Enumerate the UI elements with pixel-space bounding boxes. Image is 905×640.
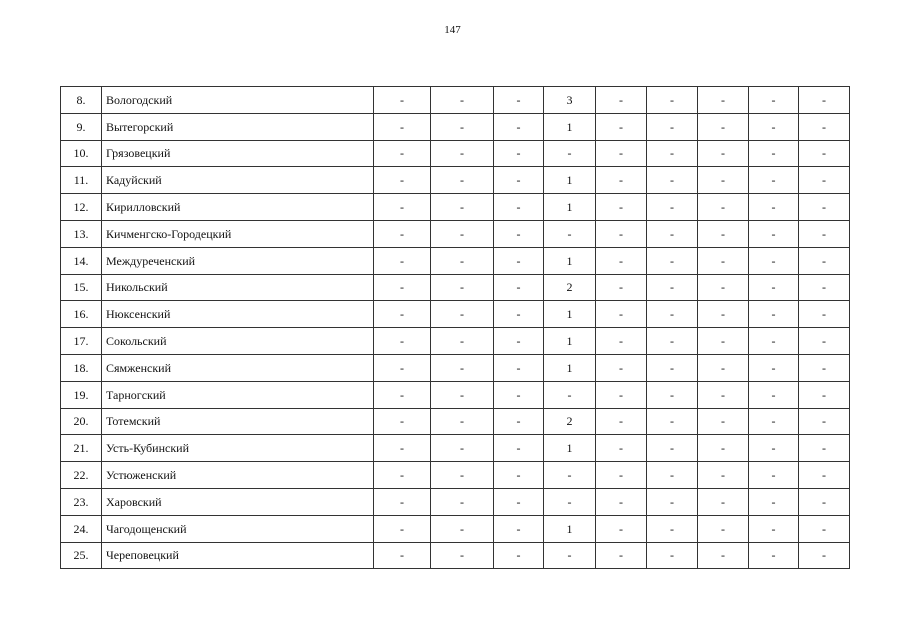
table-cell: - xyxy=(799,488,850,515)
district-name: Устюженский xyxy=(102,462,374,489)
table-cell: - xyxy=(749,87,799,114)
table-cell: - xyxy=(799,381,850,408)
table-cell: - xyxy=(374,247,431,274)
table-row xyxy=(61,435,850,462)
table-cell: - xyxy=(799,194,850,221)
table-cell: - xyxy=(698,328,749,355)
table-cell: - xyxy=(647,542,698,569)
table-cell: - xyxy=(596,220,647,247)
district-name: Сокольский xyxy=(102,328,374,355)
table-row xyxy=(61,515,850,542)
table-cell: - xyxy=(749,462,799,489)
table-cell: - xyxy=(431,408,494,435)
table-cell: 1 xyxy=(544,328,596,355)
table-cell: - xyxy=(799,113,850,140)
row-number: 13. xyxy=(61,220,102,247)
table-cell: - xyxy=(596,408,647,435)
table-cell: - xyxy=(799,354,850,381)
table-row xyxy=(61,274,850,301)
row-number: 14. xyxy=(61,247,102,274)
table-cell: - xyxy=(494,301,544,328)
table-cell: - xyxy=(374,113,431,140)
table-cell: 3 xyxy=(544,87,596,114)
district-name: Тарногский xyxy=(102,381,374,408)
table-row xyxy=(61,354,850,381)
table-cell: - xyxy=(749,274,799,301)
row-number: 11. xyxy=(61,167,102,194)
table-cell: 1 xyxy=(544,301,596,328)
district-name: Нюксенский xyxy=(102,301,374,328)
table-cell: - xyxy=(799,462,850,489)
table-cell: - xyxy=(596,113,647,140)
table-cell: - xyxy=(647,354,698,381)
table-cell: - xyxy=(749,247,799,274)
table-cell: - xyxy=(494,515,544,542)
table-cell: - xyxy=(431,435,494,462)
table-cell: - xyxy=(647,113,698,140)
table-cell: - xyxy=(647,247,698,274)
table-cell: - xyxy=(596,167,647,194)
table-cell: - xyxy=(494,220,544,247)
table-cell: - xyxy=(698,274,749,301)
table-cell: - xyxy=(544,462,596,489)
table-cell: - xyxy=(749,167,799,194)
table-cell: - xyxy=(698,167,749,194)
table-cell: 1 xyxy=(544,113,596,140)
row-number: 20. xyxy=(61,408,102,435)
table-cell: - xyxy=(494,328,544,355)
table-cell: - xyxy=(698,488,749,515)
table-cell: - xyxy=(431,542,494,569)
table-row xyxy=(61,140,850,167)
table-cell: - xyxy=(494,381,544,408)
table-cell: - xyxy=(749,301,799,328)
table-cell: - xyxy=(596,247,647,274)
table-cell: - xyxy=(374,274,431,301)
table-cell: - xyxy=(494,435,544,462)
table-cell: - xyxy=(431,194,494,221)
table-cell: - xyxy=(431,140,494,167)
table-cell: - xyxy=(494,274,544,301)
row-number: 17. xyxy=(61,328,102,355)
table-cell: - xyxy=(431,113,494,140)
table-cell: - xyxy=(647,515,698,542)
table-cell: - xyxy=(647,381,698,408)
table-cell: - xyxy=(431,515,494,542)
row-number: 22. xyxy=(61,462,102,489)
table-cell: - xyxy=(374,381,431,408)
table-row xyxy=(61,408,850,435)
table-cell: - xyxy=(799,87,850,114)
table-cell: - xyxy=(544,140,596,167)
district-name: Кадуйский xyxy=(102,167,374,194)
table-cell: - xyxy=(647,87,698,114)
table-cell: - xyxy=(698,194,749,221)
table-row xyxy=(61,542,850,569)
table-cell: - xyxy=(596,140,647,167)
table-row xyxy=(61,194,850,221)
district-name: Кичменгско-Городецкий xyxy=(102,220,374,247)
table-cell: - xyxy=(749,113,799,140)
table-cell: - xyxy=(749,488,799,515)
table-cell: - xyxy=(647,462,698,489)
table-cell: - xyxy=(799,274,850,301)
table-cell: - xyxy=(647,274,698,301)
district-name: Вытегорский xyxy=(102,113,374,140)
table-cell: 2 xyxy=(544,408,596,435)
table-cell: - xyxy=(374,435,431,462)
table-row xyxy=(61,301,850,328)
table-cell: - xyxy=(647,167,698,194)
table-cell: - xyxy=(647,488,698,515)
table-cell: - xyxy=(647,301,698,328)
table-cell: - xyxy=(698,113,749,140)
table-cell: - xyxy=(431,87,494,114)
table-cell: - xyxy=(494,140,544,167)
district-name: Никольский xyxy=(102,274,374,301)
district-name: Сямженский xyxy=(102,354,374,381)
table-cell: 1 xyxy=(544,515,596,542)
table-cell: - xyxy=(494,488,544,515)
table-cell: - xyxy=(647,220,698,247)
table-cell: - xyxy=(431,488,494,515)
table-cell: - xyxy=(799,220,850,247)
table-cell: - xyxy=(698,247,749,274)
row-number: 15. xyxy=(61,274,102,301)
table-cell: - xyxy=(374,194,431,221)
table-cell: - xyxy=(494,542,544,569)
table-cell: - xyxy=(749,435,799,462)
table-cell: - xyxy=(749,381,799,408)
district-name: Харовский xyxy=(102,488,374,515)
table-cell: - xyxy=(647,140,698,167)
table-row xyxy=(61,113,850,140)
table-cell: - xyxy=(596,87,647,114)
table-cell: - xyxy=(374,220,431,247)
table-cell: - xyxy=(374,488,431,515)
row-number: 23. xyxy=(61,488,102,515)
table-row xyxy=(61,328,850,355)
row-number: 10. xyxy=(61,140,102,167)
district-name: Тотемский xyxy=(102,408,374,435)
table-cell: - xyxy=(799,328,850,355)
table-cell: - xyxy=(544,542,596,569)
district-table xyxy=(60,86,850,569)
table-cell: - xyxy=(494,462,544,489)
district-name: Чагодощенский xyxy=(102,515,374,542)
table-cell: - xyxy=(749,140,799,167)
table-cell: - xyxy=(374,87,431,114)
table-cell: - xyxy=(431,274,494,301)
table-cell: - xyxy=(374,301,431,328)
table-cell: - xyxy=(431,301,494,328)
table-cell: - xyxy=(698,462,749,489)
table-row xyxy=(61,167,850,194)
table-cell: - xyxy=(698,87,749,114)
table-cell: - xyxy=(799,301,850,328)
table-cell: - xyxy=(698,408,749,435)
table-cell: - xyxy=(494,247,544,274)
table-cell: - xyxy=(698,220,749,247)
table-cell: - xyxy=(544,220,596,247)
table-cell: - xyxy=(431,354,494,381)
district-name: Междуреченский xyxy=(102,247,374,274)
table-cell: - xyxy=(431,247,494,274)
table-cell: - xyxy=(374,408,431,435)
table-cell: - xyxy=(647,194,698,221)
table-cell: - xyxy=(698,301,749,328)
table-cell: - xyxy=(749,515,799,542)
table-cell: - xyxy=(494,194,544,221)
table-cell: - xyxy=(374,140,431,167)
table-cell: - xyxy=(596,462,647,489)
table-cell: - xyxy=(431,328,494,355)
table-cell: - xyxy=(374,328,431,355)
table-cell: - xyxy=(596,354,647,381)
table-cell: - xyxy=(749,328,799,355)
table-cell: - xyxy=(374,167,431,194)
table-cell: - xyxy=(749,194,799,221)
table-row xyxy=(61,462,850,489)
table-cell: 1 xyxy=(544,435,596,462)
table-cell: 1 xyxy=(544,354,596,381)
row-number: 8. xyxy=(61,87,102,114)
row-number: 12. xyxy=(61,194,102,221)
table-cell: - xyxy=(799,167,850,194)
table-cell: - xyxy=(374,515,431,542)
table-cell: - xyxy=(647,328,698,355)
table-cell: - xyxy=(749,542,799,569)
table-cell: - xyxy=(431,381,494,408)
district-name: Вологодский xyxy=(102,87,374,114)
table-cell: - xyxy=(799,408,850,435)
table-cell: 1 xyxy=(544,167,596,194)
table-cell: - xyxy=(698,515,749,542)
table-cell: - xyxy=(544,488,596,515)
table-cell: - xyxy=(374,354,431,381)
table-cell: - xyxy=(799,435,850,462)
table-cell: - xyxy=(698,354,749,381)
table-cell: 1 xyxy=(544,247,596,274)
table-row xyxy=(61,247,850,274)
table-row xyxy=(61,381,850,408)
table-cell: - xyxy=(596,435,647,462)
table-cell: - xyxy=(494,87,544,114)
table-cell: - xyxy=(596,328,647,355)
table-row xyxy=(61,87,850,114)
table-cell: - xyxy=(596,274,647,301)
table-cell: - xyxy=(544,381,596,408)
table-cell: - xyxy=(698,140,749,167)
district-name: Кирилловский xyxy=(102,194,374,221)
table-cell: - xyxy=(698,542,749,569)
table-cell: - xyxy=(494,408,544,435)
table-cell: - xyxy=(749,220,799,247)
table-cell: - xyxy=(431,167,494,194)
table-cell: - xyxy=(596,488,647,515)
row-number: 25. xyxy=(61,542,102,569)
row-number: 18. xyxy=(61,354,102,381)
table-cell: 1 xyxy=(544,194,596,221)
table-cell: - xyxy=(374,462,431,489)
table-cell: - xyxy=(431,220,494,247)
table-cell: - xyxy=(596,515,647,542)
row-number: 24. xyxy=(61,515,102,542)
table-row xyxy=(61,220,850,247)
table-cell: - xyxy=(596,381,647,408)
page-number: 147 xyxy=(444,24,461,36)
table-cell: - xyxy=(799,515,850,542)
table-cell: - xyxy=(647,408,698,435)
table-cell: - xyxy=(799,247,850,274)
table-cell: 2 xyxy=(544,274,596,301)
table-cell: - xyxy=(647,435,698,462)
row-number: 9. xyxy=(61,113,102,140)
district-name: Грязовецкий xyxy=(102,140,374,167)
district-name: Усть-Кубинский xyxy=(102,435,374,462)
row-number: 19. xyxy=(61,381,102,408)
district-name: Череповецкий xyxy=(102,542,374,569)
table-cell: - xyxy=(698,435,749,462)
table-cell: - xyxy=(494,354,544,381)
row-number: 21. xyxy=(61,435,102,462)
table-cell: - xyxy=(698,381,749,408)
table-cell: - xyxy=(431,462,494,489)
table-row xyxy=(61,488,850,515)
table-cell: - xyxy=(799,140,850,167)
table-cell: - xyxy=(596,194,647,221)
table-cell: - xyxy=(494,113,544,140)
table-cell: - xyxy=(494,167,544,194)
table-cell: - xyxy=(749,354,799,381)
table-cell: - xyxy=(596,301,647,328)
row-number: 16. xyxy=(61,301,102,328)
table-cell: - xyxy=(374,542,431,569)
table-cell: - xyxy=(799,542,850,569)
table-cell: - xyxy=(596,542,647,569)
table-cell: - xyxy=(749,408,799,435)
